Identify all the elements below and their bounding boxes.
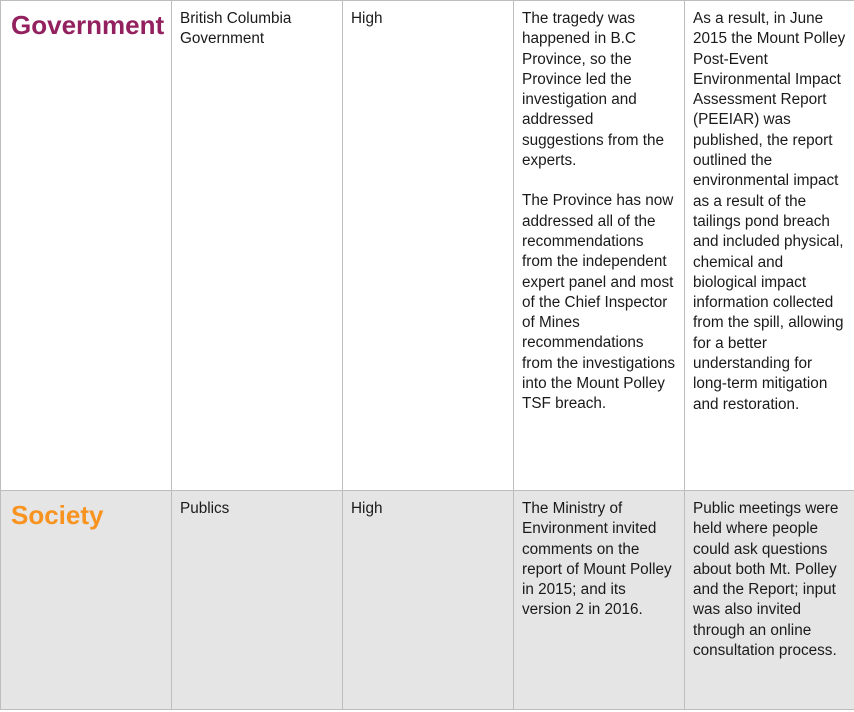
level-cell: High <box>343 491 514 710</box>
outcome-paragraph: As a result, in June 2015 the Mount Polley Post-Event Environmental Impact Assessment Report (PEEIAR) was published, the report outlined the environmental impact as a result of the tailings pond breach and included physical, chemical and biological impact information collected from the spill, allowing for a better understanding for long-term mitigation and restoration. <box>693 10 846 413</box>
involvement-paragraph: The Ministry of Environment invited comments on the report of Mount Polley in 2015; and its version 2 in 2016. <box>522 500 672 619</box>
table-row-government <box>1 1 854 491</box>
outcome-cell <box>685 491 854 710</box>
outcome-paragraph: Public meetings were held where people could ask questions about both Mt. Polley and the Report; input was also invited through an online consultation process. <box>693 500 839 660</box>
stakeholder-cell: Publics <box>172 491 343 710</box>
table-row-society <box>1 491 854 710</box>
involvement-paragraph: The tragedy was happened in B.C Province, so the Province led the investigation and addressed suggestions from the experts. <box>522 10 664 170</box>
category-government: Government <box>1 1 172 491</box>
involvement-cell <box>514 1 685 491</box>
category-society: Society <box>1 491 172 710</box>
outcome-cell <box>685 1 854 491</box>
involvement-cell <box>514 491 685 710</box>
involvement-paragraph: The Province has now addressed all of the recommendations from the independent expert panel and most of the Chief Inspector of Mines recommendations from the investigations into the Mount Polley TSF breach. <box>522 192 676 413</box>
level-cell: High <box>343 1 514 491</box>
stakeholder-cell: British Columbia Government <box>172 1 343 491</box>
